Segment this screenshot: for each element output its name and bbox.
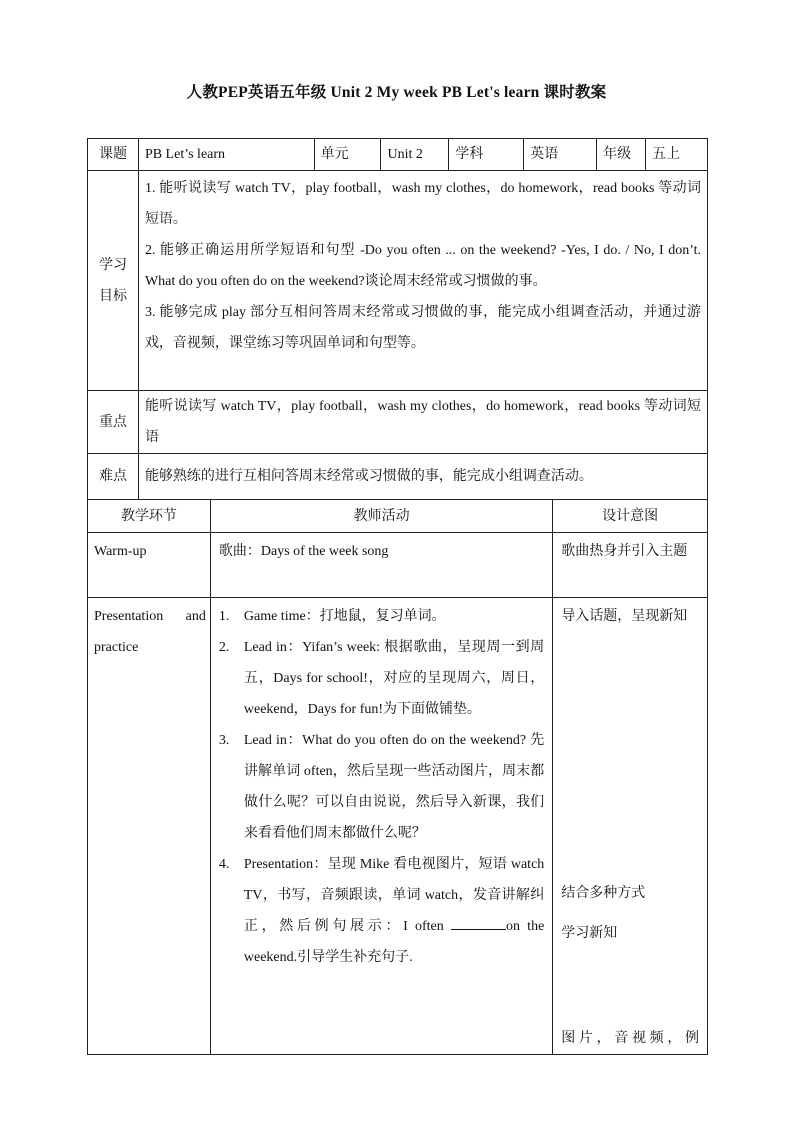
key-points-label: 重点 bbox=[88, 391, 139, 454]
activity-item: 1. Game time：打地鼠，复习单词。 bbox=[218, 609, 446, 624]
topic-label: 课题 bbox=[88, 139, 139, 171]
warmup-stage: Warm-up bbox=[88, 533, 211, 598]
teaching-process-table bbox=[87, 499, 708, 1055]
header-intent: 设计意图 bbox=[553, 500, 708, 533]
subject-label: 学科 bbox=[449, 139, 524, 171]
warmup-activity: 歌曲：Days of the week song bbox=[210, 533, 552, 598]
intent-1: 导入话题，呈现新知 bbox=[561, 609, 688, 624]
header-activity: 教师活动 bbox=[210, 500, 552, 533]
difficulty-value: 能够熟练的进行互相问答周末经常或习惯做的事，能完成小组调查活动。 bbox=[138, 454, 707, 500]
objective-3: 3. 能够完成 play 部分互相问答周末经常或习惯做的事，能完成小组调查活动，并通过游戏，音视频，课堂练习等巩固单词和句型等。 bbox=[144, 305, 701, 351]
intent-2: 结合多种方式 bbox=[561, 886, 646, 901]
objective-1: 1. 能听说读写 watch TV，play football，wash my clothes，do homework，read books 等动词短语。 bbox=[144, 181, 701, 227]
presentation-stage: Presentation and practice bbox=[88, 598, 211, 1055]
grade-label: 年级 bbox=[597, 139, 646, 171]
activity-item: 3. Lead in：What do you often do on the weekend? 先讲解单词 often，然后呈现一些活动图片，周末都做什么呢？可以自由说说，然后导入新课，我们来看看他们周末都做什么呢？ bbox=[218, 733, 545, 841]
intent-3: 学习新知 bbox=[561, 926, 618, 941]
unit-value: Unit 2 bbox=[381, 139, 449, 171]
objective-2: 2. 能够正确运用所学短语和句型 -Do you often ... on the weekend? -Yes, I do. / No, I don’t. What do you often do on the weekend?谈论周末经常或习惯做的事。 bbox=[144, 243, 701, 289]
subject-value: 英语 bbox=[524, 139, 597, 171]
fill-blank bbox=[451, 915, 506, 930]
objectives-cell bbox=[138, 171, 707, 391]
difficulty-label: 难点 bbox=[88, 454, 139, 500]
key-points-value: 能听说读写 watch TV，play football，wash my clothes，do homework，read books 等动词短语 bbox=[138, 391, 707, 454]
unit-label: 单元 bbox=[314, 139, 381, 171]
document-title: 人教PEP英语五年级 Unit 2 My week PB Let's learn 课时教案 bbox=[186, 84, 607, 101]
activity-list bbox=[219, 601, 544, 973]
activity-item: 2. Lead in：Yifan’s week: 根据歌曲，呈现周一到周五，Days for school!，对应的呈现周六，周日，weekend，Days for fun!为下面做铺垫。 bbox=[218, 640, 545, 717]
activity-item: 4. Presentation：呈现 Mike 看电视图片，短语 watch TV，书写，音频跟读，单词 watch，发音讲解纠正，然后例句展示：I often on the weekend.引导学生补充句子. bbox=[218, 857, 545, 965]
objectives-label: 学习目标 bbox=[88, 171, 139, 391]
presentation-intent bbox=[553, 598, 708, 1055]
grade-value: 五上 bbox=[646, 139, 708, 171]
header-stage: 教学环节 bbox=[88, 500, 211, 533]
presentation-activities bbox=[210, 598, 552, 1055]
topic-value: PB Let’s learn bbox=[138, 139, 314, 171]
warmup-intent: 歌曲热身并引入主题 bbox=[553, 533, 708, 598]
lesson-info-table bbox=[87, 138, 708, 500]
intent-4: 图片，音视频，例 bbox=[561, 1031, 699, 1046]
